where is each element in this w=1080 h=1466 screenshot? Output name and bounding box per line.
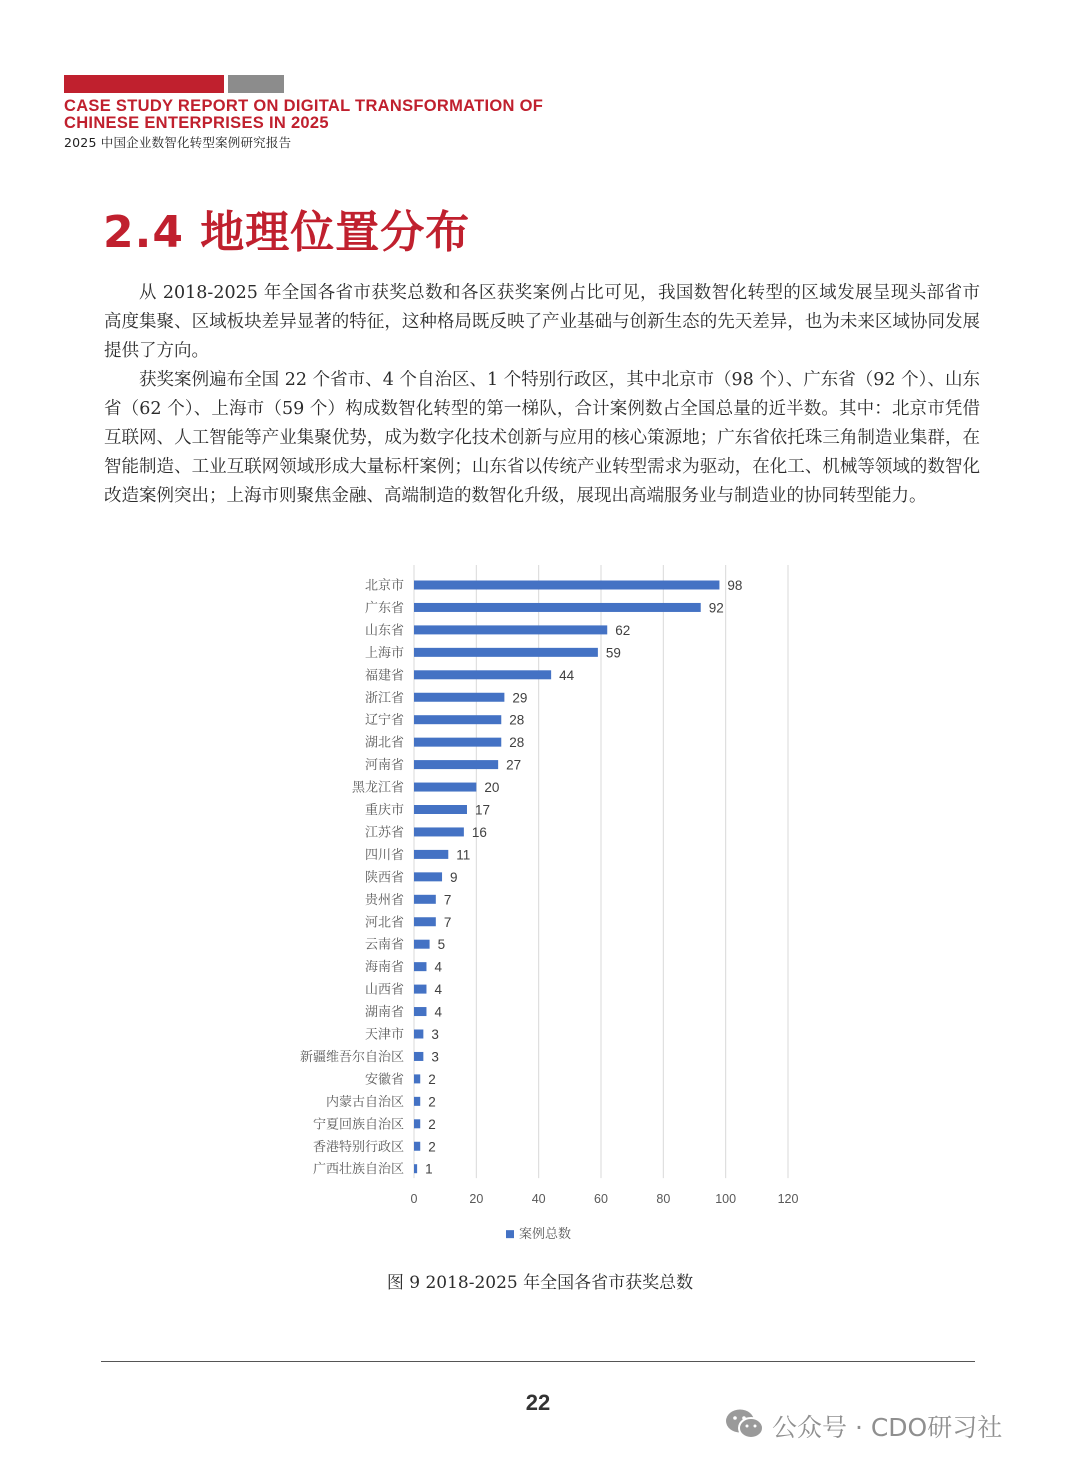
bar [414,872,442,881]
category-label: 安徽省 [364,1072,404,1088]
category-label: 湖北省 [364,735,404,751]
category-label: 广西壮族自治区 [312,1162,404,1178]
x-tick-label: 60 [594,1192,608,1207]
bar [414,670,551,679]
data-label: 5 [437,937,446,953]
bar [414,581,719,590]
watermark [724,1404,1054,1444]
category-label: 辽宁省 [364,713,404,729]
data-label: 3 [431,1049,439,1065]
category-label: 河南省 [364,758,404,774]
legend-swatch [506,1230,514,1238]
category-label: 河北省 [364,915,404,931]
x-tick-label: 40 [531,1192,546,1207]
bar [414,603,701,612]
body-paragraph-1: 从 2018-2025 年全国各省市获奖总数和各区获奖案例占比可见，我国数智化转型的区域发展呈现头部省市高度集聚、区域板块差异显著的特征，这种格局既反映了产业基础与创新生态的先天差异，也为未来区域协同发展提供了方向。 [104,283,980,361]
bar [414,738,501,747]
bar [414,1119,420,1128]
category-label: 天津市 [364,1027,404,1043]
report-chinese-subtitle: 2025 中国企业数智化转型案例研究报告 [64,135,292,150]
data-label: 62 [615,622,631,638]
bar [414,648,598,657]
data-label: 59 [605,645,621,661]
bar [414,1164,417,1173]
legend-label: 案例总数 [519,1227,572,1243]
data-label: 7 [443,892,452,908]
header-red-bar [64,75,224,93]
category-label: 福建省 [364,668,404,684]
bar [414,850,448,859]
category-label: 广东省 [364,600,404,616]
x-tick-label: 120 [777,1192,799,1207]
category-label: 山东省 [364,623,404,639]
figure-caption: 图 9 2018-2025 年全国各省市获奖总数 [386,1273,694,1293]
category-label: 浙江省 [364,690,404,706]
bar [414,1142,420,1151]
bar [414,1097,420,1106]
data-label: 20 [484,780,500,796]
report-english-title-line2: CHINESE ENTERPRISES IN 2025 [64,114,329,132]
category-label: 四川省 [364,847,404,863]
header-gray-bar [228,75,284,93]
data-label: 7 [443,914,452,930]
data-label: 11 [456,847,471,863]
report-english-title-line1: CASE STUDY REPORT ON DIGITAL TRANSFORMATION OF [64,97,544,115]
category-label: 湖南省 [364,1005,404,1021]
data-label: 4 [434,982,442,998]
bar [414,1007,426,1016]
bar [414,962,426,971]
data-label: 2 [428,1071,436,1087]
data-label: 2 [428,1094,436,1110]
bar [414,1030,423,1039]
x-tick-label: 20 [469,1192,484,1207]
category-label: 香港特别行政区 [312,1139,404,1155]
body-paragraph-2: 获奖案例遍布全国 22 个省市、4 个自治区、1 个特别行政区，其中北京市（98 个）、广东省（92 个）、山东省（62 个）、上海市（59 个）构成数智化转型的第一梯队，合计案例数占全国总量的近半数。其中：北京市凭借互联网、人工智能等产业集聚优势，成为数字化技术创新与应用的核心策源地；广东省依托珠三角制造业集群，在智能制造、工业互联网领域形成大量标杆案例；山东省以传统产业转型需求为驱动，在化工、机械等领域的数智化改造案例突出；上海市则聚焦金融、高端制造的数智化升级，展现出高端服务业与制造业的协同转型能力。 [104,370,980,506]
data-label: 28 [509,712,525,728]
data-label: 4 [434,1004,442,1020]
data-label: 1 [425,1161,433,1177]
category-label: 陕西省 [364,870,404,886]
footer-divider [101,1361,975,1362]
bar [414,760,498,769]
data-label: 29 [512,690,528,706]
category-label: 山西省 [364,982,404,998]
x-tick-label: 80 [656,1192,671,1207]
category-label: 新疆维吾尔自治区 [299,1049,404,1065]
data-label: 98 [727,578,743,593]
data-label: 28 [509,735,525,751]
data-label: 27 [506,757,522,773]
bar [414,917,436,926]
category-label: 重庆市 [364,803,404,818]
category-label: 上海市 [364,645,404,661]
bar [414,693,504,702]
bar [414,715,501,724]
data-label: 9 [450,869,458,885]
province-awards-bar-chart [280,565,820,1255]
category-label: 黑龙江省 [351,780,404,796]
wechat-icon [724,1406,766,1442]
category-label: 海南省 [364,960,404,976]
category-label: 云南省 [364,937,404,953]
data-label: 16 [471,824,487,840]
data-label: 17 [474,802,491,818]
data-label: 44 [559,667,575,683]
bar [414,940,430,949]
bar [414,1074,420,1083]
bar [414,985,426,994]
data-label: 2 [428,1116,436,1132]
bar [414,895,436,904]
category-label: 内蒙古自治区 [325,1094,404,1110]
watermark-text: 公众号 · CDO研习社 [772,1413,1003,1442]
page-number: 22 [525,1390,551,1415]
data-label: 92 [708,600,724,616]
category-label: 宁夏回族自治区 [312,1117,404,1133]
section-title: 2.4 地理位置分布 [103,207,471,258]
x-tick-label: 0 [410,1192,418,1207]
category-label: 贵州省 [364,892,404,908]
bar [414,805,467,814]
category-label: 江苏省 [364,825,404,841]
x-tick-label: 100 [715,1192,737,1207]
category-label: 北京市 [364,578,404,594]
bar [414,1052,423,1061]
bar [414,827,464,836]
data-label: 3 [431,1027,439,1042]
bar [414,783,476,792]
data-label: 4 [434,959,442,975]
data-label: 2 [428,1139,436,1155]
bar [414,625,607,634]
report-english-title [64,98,664,132]
